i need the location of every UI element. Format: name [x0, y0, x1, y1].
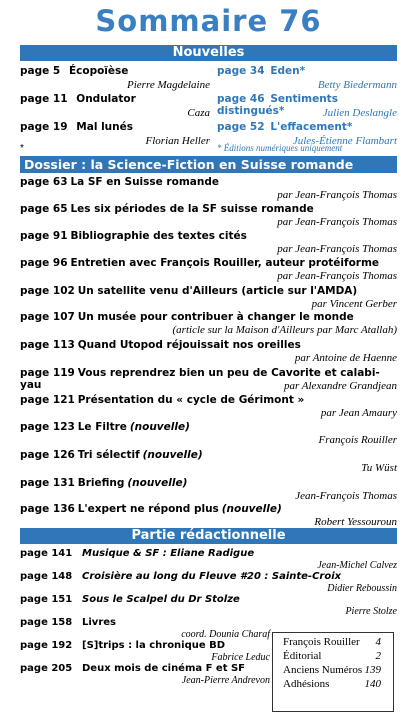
page-number: page 102 — [20, 285, 75, 297]
entry-author: par Alexandre Grandjean — [283, 380, 397, 392]
entry-title: Vous reprendrez bien un peu de Cavorite et calabi-yau — [20, 367, 380, 391]
entry-title: Mal lunés — [76, 121, 133, 133]
page-number: page 123 — [20, 421, 75, 433]
list-item — [20, 93, 210, 121]
list-item — [20, 257, 397, 284]
page-number: page 205 — [20, 663, 73, 674]
page-number: page 158 — [20, 617, 73, 628]
entry-title: Quand Utopod réjouissait nos oreilles — [77, 339, 301, 351]
entry-author: Didier Reboussin — [327, 583, 397, 594]
entry-author: Fabrice Leduc — [211, 652, 270, 663]
entry-author: Caza — [187, 107, 210, 119]
page-number: page 34 — [217, 65, 265, 77]
entry-author: Jean-François Thomas — [295, 490, 397, 502]
entry-author: par Jean Amaury — [320, 407, 397, 419]
page-number: page 119 — [20, 367, 75, 379]
entry-author: par Jean-François Thomas — [277, 216, 397, 228]
page-number: page 192 — [20, 640, 73, 651]
entry-title: Un musée pour contribuer à changer le monde — [77, 311, 354, 323]
list-item — [20, 571, 397, 594]
page-number: page 96 — [20, 257, 68, 269]
page-number: page 107 — [20, 311, 75, 323]
entry-title: Musique & SF : Eliane Radigue — [82, 548, 255, 559]
list-item — [20, 367, 397, 394]
entry-author: Jean-Michel Calvez — [317, 560, 397, 571]
entry-subtitle: (article sur la Maison d'Ailleurs par Marc Atallah) — [172, 324, 397, 336]
list-item — [20, 285, 397, 312]
entry-title: Briefing — [77, 477, 125, 489]
page-number: page 151 — [20, 594, 73, 605]
page-number: page 113 — [20, 339, 75, 351]
entry-author: Robert Yessouroun — [314, 516, 397, 528]
list-item — [20, 230, 397, 257]
section-header-nouvelles: Nouvelles — [20, 45, 397, 61]
list-item — [20, 394, 397, 421]
entry-author: par Jean-François Thomas — [277, 243, 397, 255]
entry-author: Julien Deslangle — [322, 107, 397, 119]
list-item — [20, 339, 397, 366]
entry-title: L'effacement* — [270, 121, 353, 133]
list-item — [20, 477, 397, 504]
list-item — [20, 640, 270, 663]
entry-title: Sentiments distingués* — [217, 93, 338, 117]
page-number: page 11 — [20, 93, 68, 105]
entry-title: Eden* — [270, 65, 306, 77]
entry-author: Pierre Stolze — [345, 606, 397, 617]
entry-title: L'expert ne répond plus — [77, 503, 219, 515]
entry-title: Le Filtre — [77, 421, 127, 433]
list-item — [20, 503, 397, 530]
entry-author: coord. Dounia Charaf — [181, 629, 270, 640]
summary-value: 139 — [364, 664, 381, 676]
entry-author: par Jean-François Thomas — [277, 270, 397, 282]
summary-label: Adhésions — [283, 678, 330, 690]
summary-label: François Rouiller — [283, 636, 360, 648]
entry-title: Écopoïèse — [68, 65, 129, 77]
list-item — [20, 548, 397, 571]
entry-author: par Antoine de Haenne — [294, 352, 397, 364]
page-number: page 91 — [20, 230, 68, 242]
list-item — [217, 65, 397, 93]
page-number: page 148 — [20, 571, 73, 582]
page-number: page 63 — [20, 176, 68, 188]
list-item — [20, 594, 397, 617]
list-item — [20, 449, 397, 476]
entry-author: Betty Biedermann — [317, 79, 397, 91]
summary-value: 2 — [375, 650, 381, 662]
entry-title: Sous le Scalpel du Dr Stolze — [82, 594, 240, 605]
summary-label: Anciens Numéros — [283, 664, 363, 676]
list-item — [20, 617, 270, 640]
entry-title: Bibliographie des textes cités — [70, 230, 247, 242]
digital-edition-note: * Éditions numériques uniquement — [217, 143, 343, 153]
entry-title: Tri sélectif — [77, 449, 140, 461]
entry-tag: (nouvelle) — [221, 503, 282, 515]
list-item — [20, 203, 397, 230]
entry-title: [S]trips : la chronique BD — [82, 640, 226, 651]
entry-author: Florian Heller — [145, 135, 210, 147]
entry-title: Présentation du « cycle de Gérimont » — [77, 394, 305, 406]
summary-value: 140 — [364, 678, 381, 690]
page-number: page 121 — [20, 394, 75, 406]
summary-label: Éditorial — [283, 650, 322, 662]
entry-author: François Rouiller — [318, 434, 397, 446]
page-title: Sommaire 76 — [95, 4, 322, 38]
section-header-redaction: Partie rédactionnelle — [20, 528, 397, 544]
entry-title: Livres — [82, 617, 116, 628]
list-item — [20, 65, 210, 93]
page-number: page 46 — [217, 93, 265, 105]
entry-author: Pierre Magdelaine — [127, 79, 210, 91]
page-number: page 5 — [20, 65, 61, 77]
list-item — [20, 311, 397, 338]
page-number: page 136 — [20, 503, 75, 515]
entry-author: Tu Wüst — [361, 462, 397, 474]
list-item — [20, 663, 270, 686]
list-item — [20, 421, 397, 448]
entry-title: Deux mois de cinéma F et SF — [82, 663, 246, 674]
list-item — [20, 121, 210, 149]
section-header-dossier: Dossier : la Science-Fiction en Suisse romande — [20, 156, 397, 173]
entry-title: Ondulator — [76, 93, 136, 105]
page-number: page 141 — [20, 548, 73, 559]
summary-box — [272, 632, 394, 712]
entry-title: Entretien avec François Rouiller, auteur protéiforme — [70, 257, 380, 269]
entry-tag: (nouvelle) — [127, 477, 188, 489]
list-item — [217, 93, 397, 121]
page-number: page 52 — [217, 121, 265, 133]
entry-tag: (nouvelle) — [142, 449, 203, 461]
entry-author: Jean-Pierre Andrevon — [181, 675, 270, 686]
entry-tag: (nouvelle) — [129, 421, 190, 433]
entry-title: Un satellite venu d'Ailleurs (article sur l'AMDA) — [77, 285, 358, 297]
asterisk-mark: * — [20, 143, 24, 154]
entry-title: La SF en Suisse romande — [70, 176, 219, 188]
entry-author: par Jean-François Thomas — [277, 189, 397, 201]
summary-value: 4 — [375, 636, 381, 648]
list-item — [20, 176, 397, 203]
page-number: page 19 — [20, 121, 68, 133]
page-number: page 126 — [20, 449, 75, 461]
entry-author: Jules-Étienne Flambart — [292, 135, 397, 147]
entry-title: Les six périodes de la SF suisse romande — [70, 203, 314, 215]
page-number: page 65 — [20, 203, 68, 215]
entry-author: par Vincent Gerber — [311, 298, 397, 310]
page-number: page 131 — [20, 477, 75, 489]
entry-title: Croisière au long du Fleuve #20 : Sainte-Croix — [82, 571, 342, 582]
